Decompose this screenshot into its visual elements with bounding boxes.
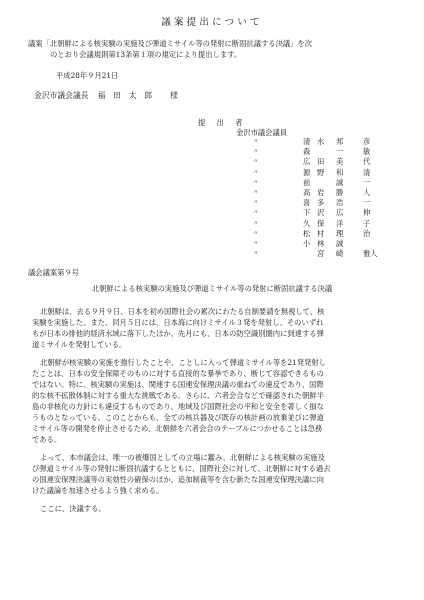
- member-name-char: 誠: [336, 177, 344, 187]
- body-paragraph: [32, 452, 331, 496]
- body-paragraph: [32, 357, 331, 445]
- ditto-mark: 〃: [253, 251, 259, 258]
- ditto-mark: 〃: [253, 159, 259, 166]
- ditto-mark: 〃: [253, 149, 259, 156]
- member-name-char: 一: [336, 147, 344, 157]
- member-list: [253, 137, 393, 259]
- member-name-char: 水: [317, 137, 325, 146]
- submitter-heading: 提 出 者: [198, 118, 245, 127]
- member-name-char: 田: [317, 157, 325, 167]
- ditto-mark: 〃: [253, 189, 259, 196]
- member-row: [253, 137, 393, 147]
- member-name-char: 野: [317, 167, 325, 177]
- resolution-body: [32, 306, 331, 514]
- bill-number: 議会議案第９号: [28, 268, 80, 277]
- body-paragraph: [32, 503, 331, 514]
- member-name-char: 松: [303, 228, 311, 238]
- member-name-char: 治: [363, 228, 371, 238]
- body-line: 実験を実施した。また、同月５日には、日本海に向けミサイル３発を発射し、そのいずれ: [32, 318, 324, 327]
- ditto-mark: 〃: [253, 169, 259, 176]
- member-row: [253, 219, 393, 229]
- member-name-char: 村: [317, 228, 325, 238]
- body-line: ここに、決議する。: [40, 504, 106, 513]
- member-name-char: 清: [363, 167, 371, 177]
- member-name-char: 多: [317, 198, 325, 208]
- body-line: うものとなっている。このことからも、全ての核兵器及び既存の核計画の放棄並びに弾道: [32, 413, 324, 422]
- intro-paragraph: [28, 38, 312, 60]
- body-line: ミサイル等の開発を停止させるため、北朝鮮を六者会合のテーブルにつかせることは急務: [32, 424, 323, 433]
- member-name-char: 前: [303, 177, 311, 187]
- member-name-char: 理: [336, 228, 344, 238]
- member-row: [253, 208, 393, 218]
- member-name-char: 宮: [317, 249, 325, 259]
- member-row: [253, 147, 393, 157]
- member-name-char: 一: [363, 177, 371, 187]
- member-name-char: 勝: [336, 187, 344, 197]
- member-name-char: 美: [336, 157, 344, 167]
- member-name-char: 岩: [317, 187, 325, 197]
- member-name-char: 広: [336, 208, 344, 218]
- addressee-name: 福 田 太 郎: [97, 91, 153, 100]
- member-row: [253, 229, 393, 239]
- member-name-char: 沢: [317, 208, 325, 218]
- body-line: よって、本市議会は、唯一の被爆国としての立場に鑑み、北朝鮮による核実験の実施及: [40, 453, 325, 462]
- addressee-org: 金沢市議会議長: [34, 91, 89, 100]
- body-line: 的な核不拡散体制に対する重大な挑戦である。さらに、六者会合などで確認された朝鮮半: [32, 391, 324, 400]
- member-row: [253, 157, 393, 167]
- member-name-char: 子: [363, 218, 371, 228]
- paragraph-gap: [32, 350, 331, 357]
- addressee-honorific: 様: [170, 91, 178, 100]
- addressee: [34, 90, 178, 101]
- member-name-char: 森: [303, 147, 311, 157]
- member-name-char: 久: [303, 218, 311, 228]
- member-name-char: 人: [363, 187, 371, 197]
- ditto-mark: 〃: [253, 210, 259, 217]
- member-name-char: 高: [303, 187, 311, 197]
- member-row: [253, 168, 393, 178]
- body-line: 島の非核化の方針にも違反するものであり、地域及び国際社会の平和と安全を著しく損な: [32, 402, 324, 411]
- body-line: 北朝鮮が核実験の実施を強行したことや、ことしに入って弾道ミサイル等を21発発射し: [40, 358, 326, 367]
- submission-date: 平成28年９月21日: [56, 71, 119, 80]
- body-line: 道ミサイルを発射している。: [32, 340, 127, 349]
- paragraph-gap: [32, 445, 331, 452]
- ditto-mark: 〃: [253, 200, 259, 207]
- member-name-char: 洋: [336, 218, 344, 228]
- ditto-mark: 〃: [253, 139, 259, 145]
- member-name-char: 雅人: [363, 249, 378, 259]
- body-line: び弾道ミサイル等の発射に断固抗議するとともに、国際社会に対して、北朝鮮に対する過去: [32, 464, 331, 473]
- ditto-mark: 〃: [253, 240, 259, 247]
- member-name-char: 誠: [336, 238, 344, 248]
- member-name-char: 林: [317, 238, 325, 248]
- member-name-char: 和: [336, 167, 344, 177]
- member-row: [253, 188, 393, 198]
- member-name-char: 邦: [336, 137, 344, 146]
- body-line: ではない。特に、核実験の実施は、関連する国連安保理決議の重ねての違反であり、国際: [32, 380, 324, 389]
- member-name-char: 敏: [363, 147, 371, 157]
- member-row: [253, 178, 393, 188]
- body-line: もが日本の排他的経済水域に落下したほか、先月にも、日本の防空識別圏内に到達する弾: [32, 329, 324, 338]
- member-name-char: 清: [303, 137, 311, 146]
- document-title: 議案提出について: [161, 17, 263, 28]
- body-line: 北朝鮮は、去る９月９日、日本を初め国際社会の累次にわたる自制要請を無視して、核: [40, 307, 325, 316]
- body-line: たことは、日本の安全保障そのものに対する直接的な暴挙であり、断じて容認できるもの: [32, 369, 324, 378]
- ditto-mark: 〃: [253, 220, 259, 227]
- bill-title: 北朝鮮による核実験の実施及び弾道ミサイル等の発射に断固抗議する決議: [91, 284, 333, 293]
- body-line: である。: [32, 435, 62, 444]
- member-name-char: 喜: [303, 198, 311, 208]
- intro-line: のとおり会議規則第13条第１項の規定により提出します。: [50, 50, 242, 59]
- paragraph-gap: [32, 496, 331, 503]
- body-paragraph: [32, 306, 331, 350]
- body-line: けた議論を加速させるよう強く求める。: [32, 486, 164, 495]
- member-name-char: 彦: [363, 137, 371, 146]
- intro-line: 議案「北朝鮮による核実験の実施及び弾道ミサイル等の発射に断固抗議する決議」を次: [28, 39, 313, 48]
- member-name-char: 下: [303, 208, 311, 218]
- member-name-char: 崎: [336, 249, 344, 259]
- member-name-char: 源: [303, 167, 311, 177]
- member-name-char: 広: [303, 157, 311, 167]
- member-name-char: 保: [317, 218, 325, 228]
- body-line: の国連安保理決議等の実効性の確保のほか、追加制裁等を含む新たな国連安保理決議に向: [32, 475, 324, 484]
- ditto-mark: 〃: [253, 179, 259, 186]
- member-name-char: 小: [303, 238, 311, 248]
- member-row: [253, 198, 393, 208]
- submitter-org: 金沢市議会議員: [236, 128, 288, 137]
- ditto-mark: 〃: [253, 230, 259, 237]
- member-row: [253, 239, 393, 249]
- member-row: [253, 249, 393, 259]
- member-name-char: 代: [363, 157, 371, 167]
- member-name-char: 一: [363, 198, 371, 208]
- member-name-char: 浩: [336, 198, 344, 208]
- member-name-char: 伸: [363, 208, 371, 218]
